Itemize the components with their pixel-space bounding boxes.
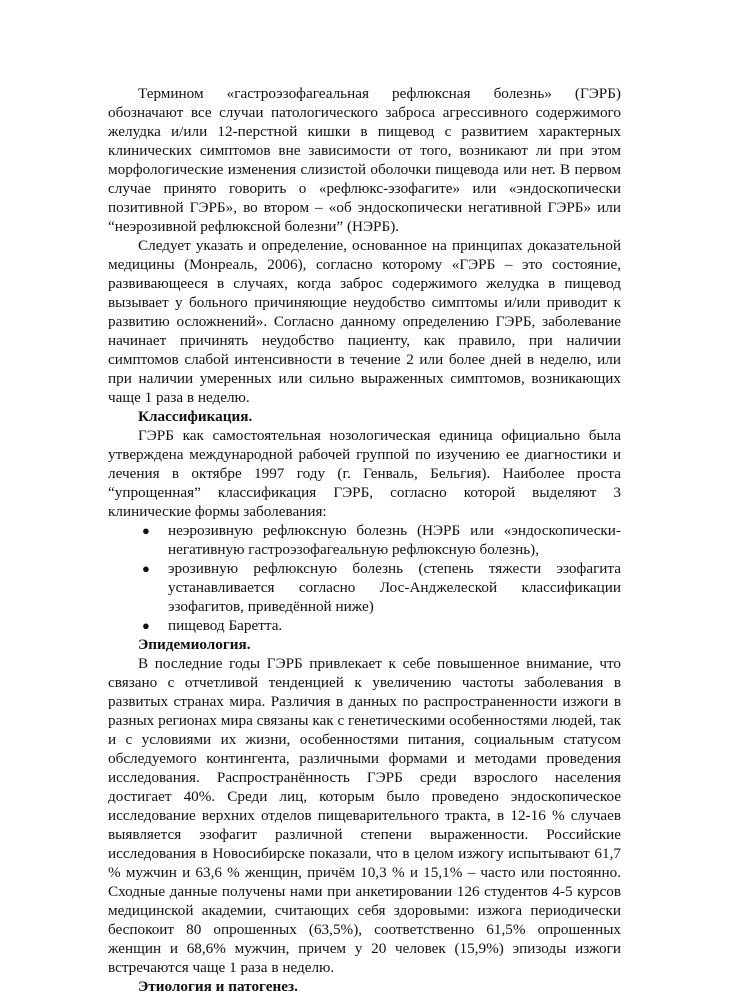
bullet-icon: ● — [142, 561, 150, 576]
list-item — [142, 616, 621, 635]
paragraph-definition: Термином «гастроэзофагеальная рефлюксная болезнь» (ГЭРБ) обозначают все случаи патологического заброса агрессивного содержимого желудка и/или 12-перстной кишки в пищевод с развитием характерных клинических симптомов вне зависимости от того, возникают ли при этом морфологические изменения слизистой оболочки пищевода или нет. В первом случае принято говорить о «рефлюкс-эзофагите» или «эндоскопически позитивной ГЭРБ», во втором – «об эндоскопически негативной ГЭРБ» или “неэрозивной рефлюксной болезни” (НЭРБ). — [108, 85, 621, 235]
list-item-text: пищевод Баретта. — [168, 617, 283, 634]
heading-classification: Классификация. — [138, 408, 253, 425]
list-item — [142, 521, 621, 559]
bullet-icon: ● — [142, 618, 150, 633]
paragraph-epidemiology: В последние годы ГЭРБ привлекает к себе повышенное внимание, что связано с отчетливой тенденцией к увеличению частоты заболевания в развитых странах мира. Различия в данных по распространенности изжоги в разных регионах мира связаны как с генетическими особенностями людей, так и с условиями их жизни, особенностями питания, социальным статусом обследуемого контингента, различными формами и методами проведения исследования. Распространённость ГЭРБ среди взрослого населения достигает 40%. Среди лиц, которым было проведено эндоскопическое исследование верхних отделов пищеварительного тракта, в 12-16 % случаев выявляется эзофагит различной степени выраженности. Российские исследования в Новосибирске показали, что в целом изжогу испытывают 61,7 % мужчин и 63,6 % женщин, причём 10,3 % и 15,1% – часто или постоянно. Сходные данные получены нами при анкетировании 126 студентов 4-5 курсов медицинской академии, считающих себя здоровыми: изжога периодически беспокоит 80 опрошенных (63,5%), соответственно 61,5% опрошенных женщин и 68,6% мужчин, причем у 20 человек (15,9%) эпизоды изжоги встречаются чаще 1 раза в неделю. — [108, 655, 621, 976]
classification-forms-list — [108, 521, 621, 635]
list-item — [142, 559, 621, 616]
list-item-text: неэрозивную рефлюксную болезнь (НЭРБ или «эндоскопически-негативную гастроэзофагеальную рефлюксную болезнь), — [168, 522, 621, 558]
paragraph-montreal-definition: Следует указать и определение, основанное на принципах доказательной медицины (Монреаль, 2006), согласно которому «ГЭРБ – это состояние, развивающееся в случаях, когда заброс содержимого желудка в пищевод вызывает у больного причиняющие неудобство симптомы и/или приводит к развитию осложнений». Согласно данному определению ГЭРБ, заболевание начинает причинять неудобство пациенту, как правило, при наличии симптомов слабой интенсивности в течение 2 или более дней в неделю, или при наличии умеренных или сильно выраженных симптомов, возникающих чаще 1 раза в неделю. — [108, 237, 621, 406]
heading-epidemiology: Эпидемиология. — [138, 636, 251, 653]
list-item-text: эрозивную рефлюксную болезнь (степень тяжести эзофагита устанавливается согласно Лос-Анджелеской классификации эзофагитов, приведённой ниже) — [168, 560, 621, 615]
paragraph-classification: ГЭРБ как самостоятельная нозологическая единица официально была утверждена международной рабочей группой по изучению ее диагностики и лечения в октябре 1997 году (г. Генваль, Бельгия). Наиболее проста “упрощенная” классификация ГЭРБ, согласно которой выделяют 3 клинические формы заболевания: — [108, 427, 621, 520]
heading-etiology: Этиология и патогенез. — [138, 978, 298, 995]
bullet-icon: ● — [142, 523, 150, 538]
